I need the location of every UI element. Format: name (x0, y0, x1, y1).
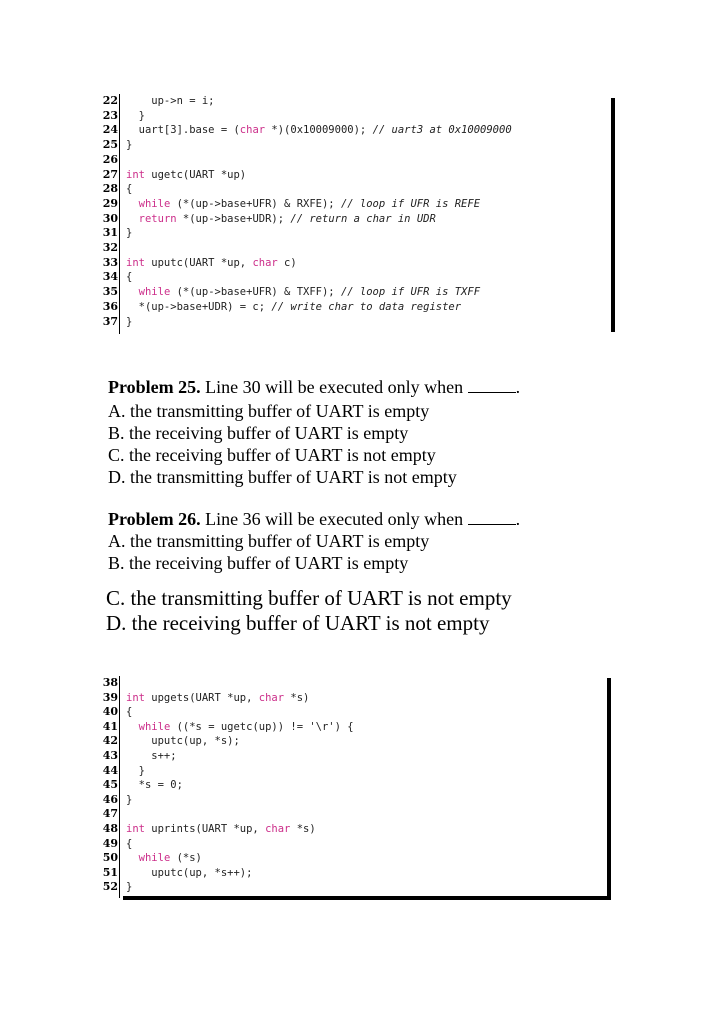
code-text: } (126, 881, 133, 894)
problem-25-option-b: B. the receiving buffer of UART is empty (108, 423, 409, 443)
code-text: } (126, 109, 145, 122)
problem-26: Problem 26. Line 36 will be executed only when . (108, 509, 521, 529)
line-number: 29 (102, 196, 118, 210)
code-text: } (126, 764, 145, 777)
problem-25-option-c: C. the receiving buffer of UART is not empty (108, 445, 436, 465)
line-number: 25 (102, 138, 118, 152)
line-number: 23 (102, 108, 118, 122)
line-number: 35 (102, 285, 118, 299)
line-number: 49 (102, 836, 118, 850)
code-text: int ugetc(UART *up) (126, 168, 247, 181)
line-number: 42 (102, 734, 118, 748)
line-number: 36 (102, 299, 118, 313)
problem-25-option-d: D. the transmitting buffer of UART is not empty (108, 467, 457, 487)
code-text: *s = 0; (126, 779, 183, 792)
line-number-gutter (119, 94, 120, 334)
line-number: 31 (102, 226, 118, 240)
line-number: 51 (102, 865, 118, 879)
problem-26-option-b: B. the receiving buffer of UART is empty (108, 553, 409, 573)
line-number: 40 (102, 705, 118, 719)
code-text: { (126, 837, 133, 850)
code-text: } (126, 139, 133, 152)
code-text: uart[3].base = (char *)(0x10009000); // uart3 at 0x10009000 (126, 124, 512, 137)
code-text: s++; (126, 750, 177, 762)
line-number: 28 (102, 182, 118, 196)
code-text: int uprints(UART *up, char *s) (126, 823, 316, 835)
line-number: 24 (102, 123, 118, 137)
line-number: 47 (102, 807, 118, 821)
code-listing-top (96, 94, 616, 339)
answer-blank (468, 378, 516, 393)
code-text: while ((*s = ugetc(up)) != '\r') { (138, 720, 354, 733)
line-number: 45 (102, 778, 118, 792)
code-frame-edge (611, 98, 615, 332)
line-number: 27 (102, 167, 118, 181)
code-listing-bottom (96, 676, 616, 906)
line-number: 43 (102, 749, 118, 762)
code-text: uputc(up, *s++); (126, 866, 253, 879)
problem-26-question: Line 36 will be executed only when (205, 509, 464, 529)
code-text: return *(up->base+UDR); // return a char in UDR (138, 212, 436, 225)
line-number: 44 (102, 763, 118, 777)
line-number: 38 (102, 676, 118, 689)
line-number: 46 (102, 792, 118, 806)
line-number: 26 (102, 152, 118, 166)
line-number: 37 (102, 314, 118, 328)
cropped-option-b (100, 553, 580, 573)
problem-25-title: Problem 25. (108, 377, 201, 397)
line-number: 33 (102, 255, 118, 269)
line-number: 34 (102, 270, 118, 284)
line-number: 50 (102, 851, 118, 865)
code-text: } (126, 793, 133, 806)
code-text: up->n = i; (126, 95, 215, 107)
problem-26-option-a: A. the transmitting buffer of UART is empty (108, 531, 430, 551)
line-number: 39 (102, 690, 118, 704)
problem-25: Problem 25. Line 30 will be executed only when . (108, 377, 521, 397)
problem-26-option-c: C. the transmitting buffer of UART is not empty (106, 586, 512, 610)
code-text: while (*(up->base+UFR) & RXFE); // loop if UFR is REFE (138, 197, 481, 210)
code-text: int uputc(UART *up, char c) (126, 256, 297, 269)
code-text: } (126, 315, 133, 328)
line-number: 32 (102, 241, 118, 254)
line-number-gutter (119, 676, 120, 898)
problem-25-option-a: A. the transmitting buffer of UART is empty (108, 401, 430, 421)
code-text: *(up->base+UDR) = c; // write char to data register (126, 300, 462, 313)
code-text: } (126, 227, 133, 240)
code-text: uputc(up, *s); (126, 735, 240, 748)
line-number: 41 (102, 719, 118, 733)
code-text: while (*(up->base+UFR) & TXFF); // loop if UFR is TXFF (138, 286, 481, 299)
code-text: while (*s) (138, 852, 202, 865)
answer-blank (468, 510, 516, 525)
code-frame-bottom (123, 896, 611, 900)
code-text: { (126, 271, 133, 284)
line-number: 22 (102, 94, 118, 107)
problem-26-option-d: D. the receiving buffer of UART is not empty (106, 611, 490, 635)
code-text: int upgets(UART *up, char *s) (126, 691, 310, 704)
code-text: { (126, 706, 133, 719)
code-text: { (126, 183, 133, 196)
problem-26-title: Problem 26. (108, 509, 201, 529)
line-number: 30 (102, 211, 118, 225)
code-frame-edge (607, 678, 611, 900)
line-number: 48 (102, 822, 118, 835)
line-number: 52 (102, 880, 118, 894)
problem-25-question: Line 30 will be executed only when (205, 377, 464, 397)
